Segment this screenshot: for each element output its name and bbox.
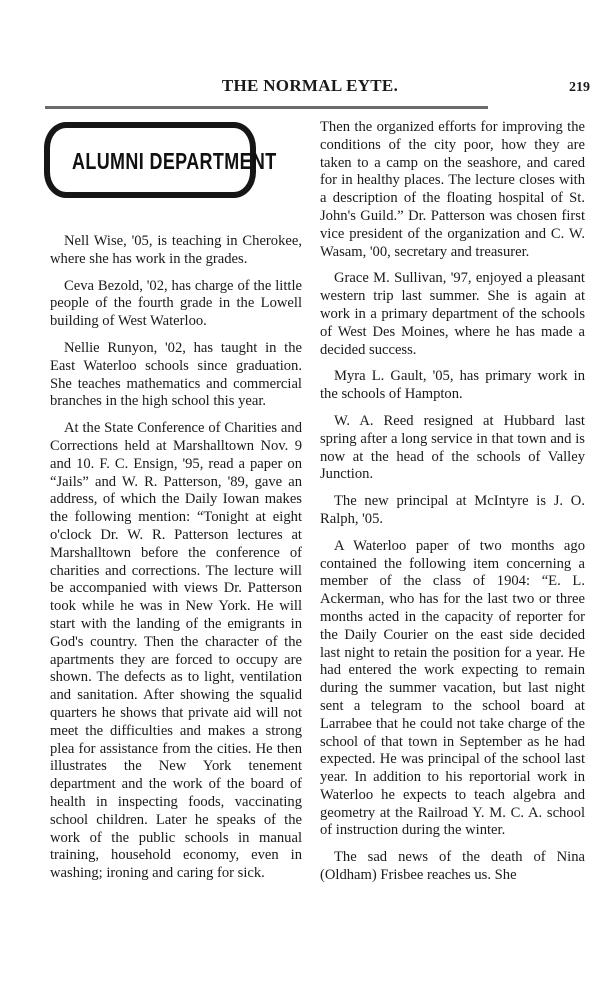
header-rule	[45, 106, 488, 109]
paragraph: Myra L. Gault, '05, has primary work in the schools of Hampton.	[320, 368, 585, 403]
paragraph: The new principal at McIntyre is J. O. Ralph, '05.	[320, 493, 585, 527]
paragraph: W. A. Reed resigned at Hubbard last spring after a long service in that town and is now at the head of the schools of Valley Junction.	[320, 412, 585, 483]
continued-paragraph: Then the organized efforts for improving the conditions of the city poor, how they are taken to a camp on the seashore, and cared for in healthy places. The lecture closes with a description of the floating hospital of St. John's Guild.” Dr. Patterson was chosen first vice president of the organization and C. W. Wasam, '00, secretary and treasurer.	[320, 119, 585, 260]
section-title: ALUMNI DEPARTMENT	[72, 148, 277, 174]
section-banner	[44, 122, 277, 198]
page-header	[45, 76, 590, 100]
paragraph: Nell Wise, '05, is teaching in Cherokee, where she has work in the grades.	[50, 233, 302, 267]
paragraph: Ceva Bezold, '02, has charge of the little people of the fourth grade in the Lowell building of West Waterloo.	[50, 277, 302, 330]
page-number: 219	[569, 80, 590, 95]
paragraph: At the State Conference of Charities and Corrections held at Marshalltown Nov. 9 and 10. F. C. Ensign, '95, read a paper on “Jails” and W. R. Patterson, '89, gave an address, of which the Daily Iowan makes the following mention: “Tonight at eight o'clock Dr. W. R. Patterson lectures at Marshalltown before the conference of charities and corrections. The lecture will be accompanied with views Dr. Patterson took while he was in New York. He will start with the landing of the emigrants in God's country. Then the character of the apartments they are forced to occupy are shown. The defects as to light, ventilation and sanitation. After showing the squalid quarters he shows that private aid will not meet the difficulties and makes a strong plea for assistance from the cities. He then illustrates the New York tenement department and the work of the board of health in inspecting foods, vaccinating school children. Later he speaks of the work of the public schools in manual training, household economy, even in washing; ironing and caring for sick.	[50, 420, 302, 882]
paragraph: Nellie Runyon, '02, has taught in the East Waterloo schools since graduation. She teaches mathematics and commercial branches in the high school this year.	[50, 339, 302, 410]
paragraph: Grace M. Sullivan, '97, enjoyed a pleasant western trip last summer. She is again at work in a primary department of the schools of West Des Moines, where he has made a decided success.	[320, 270, 585, 358]
left-column	[50, 233, 302, 892]
paragraph: A Waterloo paper of two months ago contained the following item concerning a member of the class of 1904: “E. L. Ackerman, who has for the last two or three months acted in the capacity of reporter for the Daily Courier on the east side decided last night to retain the position for a year. He had entered the work expecting to remain during the summer vacation, but last night sent a telegram to the school board at Larrabee that he could not take charge of the school of that town in September as he had expected. He was principal of the school last year. In addition to his reportorial work in Waterloo he expects to teach algebra and geometry at the Railroad Y. M. C. A. school of instruction during the winter.	[320, 537, 585, 839]
publication-title: THE NORMAL EYTE.	[221, 76, 399, 95]
right-column	[320, 119, 585, 894]
paragraph: The sad news of the death of Nina (Oldham) Frisbee reaches us. She	[320, 849, 585, 884]
